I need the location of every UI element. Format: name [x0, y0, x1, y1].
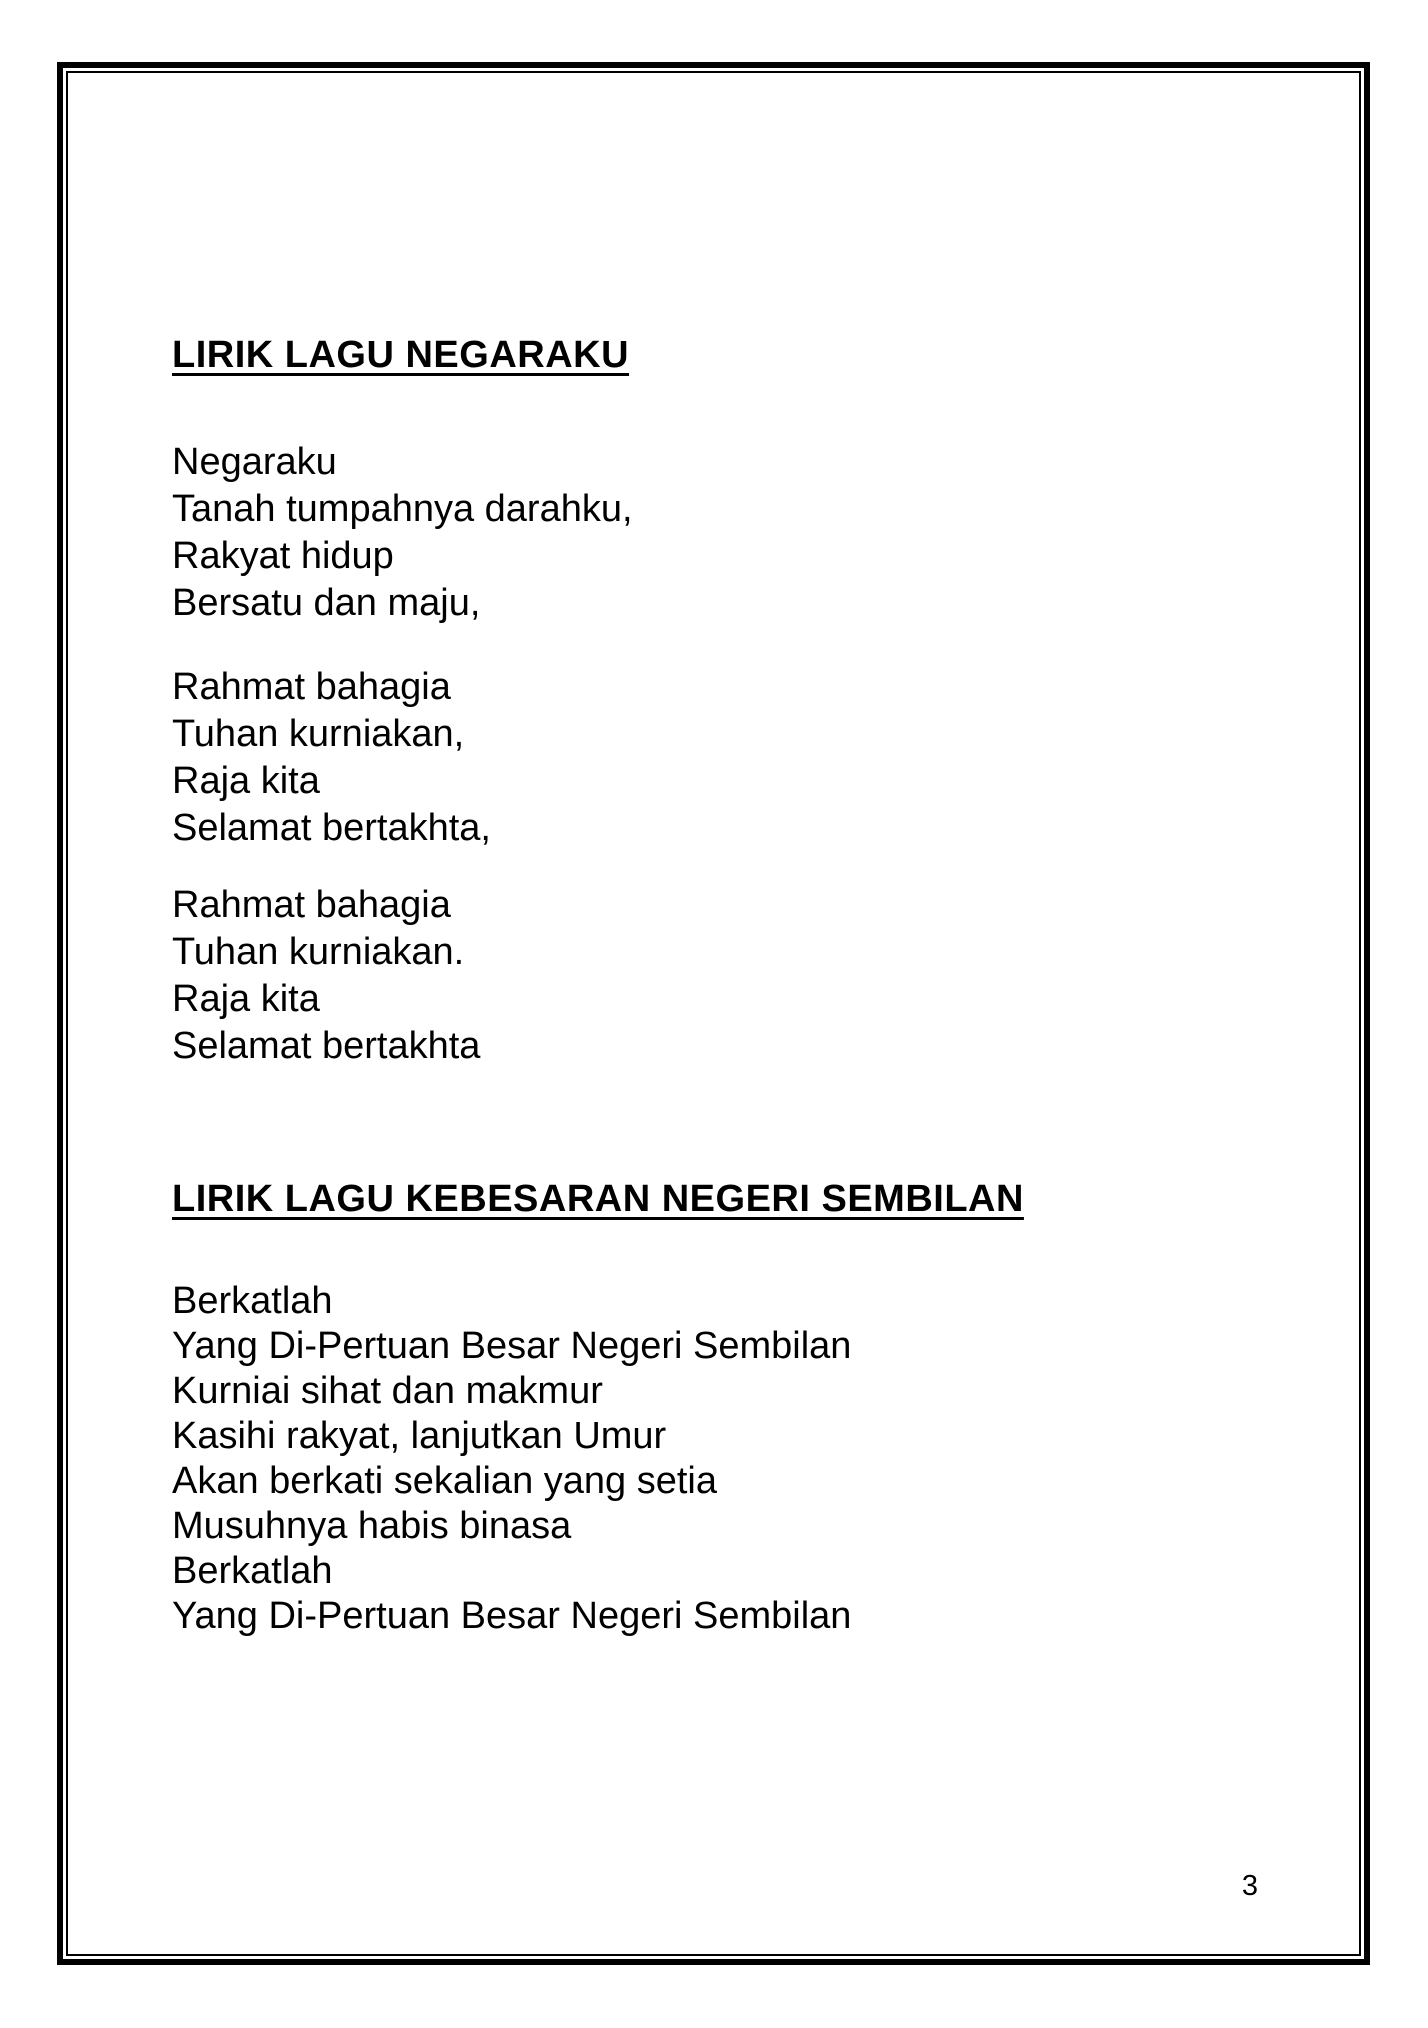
stanza-negaraku-2 [172, 664, 491, 852]
lyric-line: Selamat bertakhta, [172, 807, 491, 849]
lyric-line: Tuhan kurniakan. [172, 931, 465, 973]
lyric-line: Musuhnya habis binasa [172, 1505, 572, 1547]
lyric-line: Raja kita [172, 978, 320, 1020]
lyric-line: Berkatlah [172, 1280, 333, 1322]
page-number: 3 [1241, 1870, 1258, 1902]
lyric-line: Bersatu dan maju, [172, 582, 481, 624]
lyric-line: Tanah tumpahnya darahku, [172, 488, 633, 530]
lyric-line: Selamat bertakhta [172, 1025, 481, 1067]
lyric-line: Raja kita [172, 760, 320, 802]
lyric-line: Rahmat bahagia [172, 666, 451, 708]
lyric-line: Kasihi rakyat, lanjutkan Umur [172, 1415, 667, 1457]
section-title-negaraku: LIRIK LAGU NEGARAKU [172, 334, 630, 376]
stanza-negeri-sembilan [172, 1279, 851, 1639]
stanza-negaraku-1 [172, 439, 633, 627]
lyric-line: Yang Di-Pertuan Besar Negeri Sembilan [172, 1595, 852, 1637]
lyric-line: Tuhan kurniakan, [172, 713, 465, 755]
section-title-negeri-sembilan: LIRIK LAGU KEBESARAN NEGERI SEMBILAN [172, 1178, 1024, 1220]
lyric-line: Rakyat hidup [172, 535, 394, 577]
lyric-line: Rahmat bahagia [172, 884, 451, 926]
lyric-line: Yang Di-Pertuan Besar Negeri Sembilan [172, 1325, 852, 1367]
lyric-line: Akan berkati sekalian yang setia [172, 1460, 717, 1502]
stanza-negaraku-3 [172, 882, 480, 1070]
lyric-line: Berkatlah [172, 1550, 333, 1592]
lyric-line: Kurniai sihat dan makmur [172, 1370, 603, 1412]
lyric-line: Negaraku [172, 441, 337, 483]
